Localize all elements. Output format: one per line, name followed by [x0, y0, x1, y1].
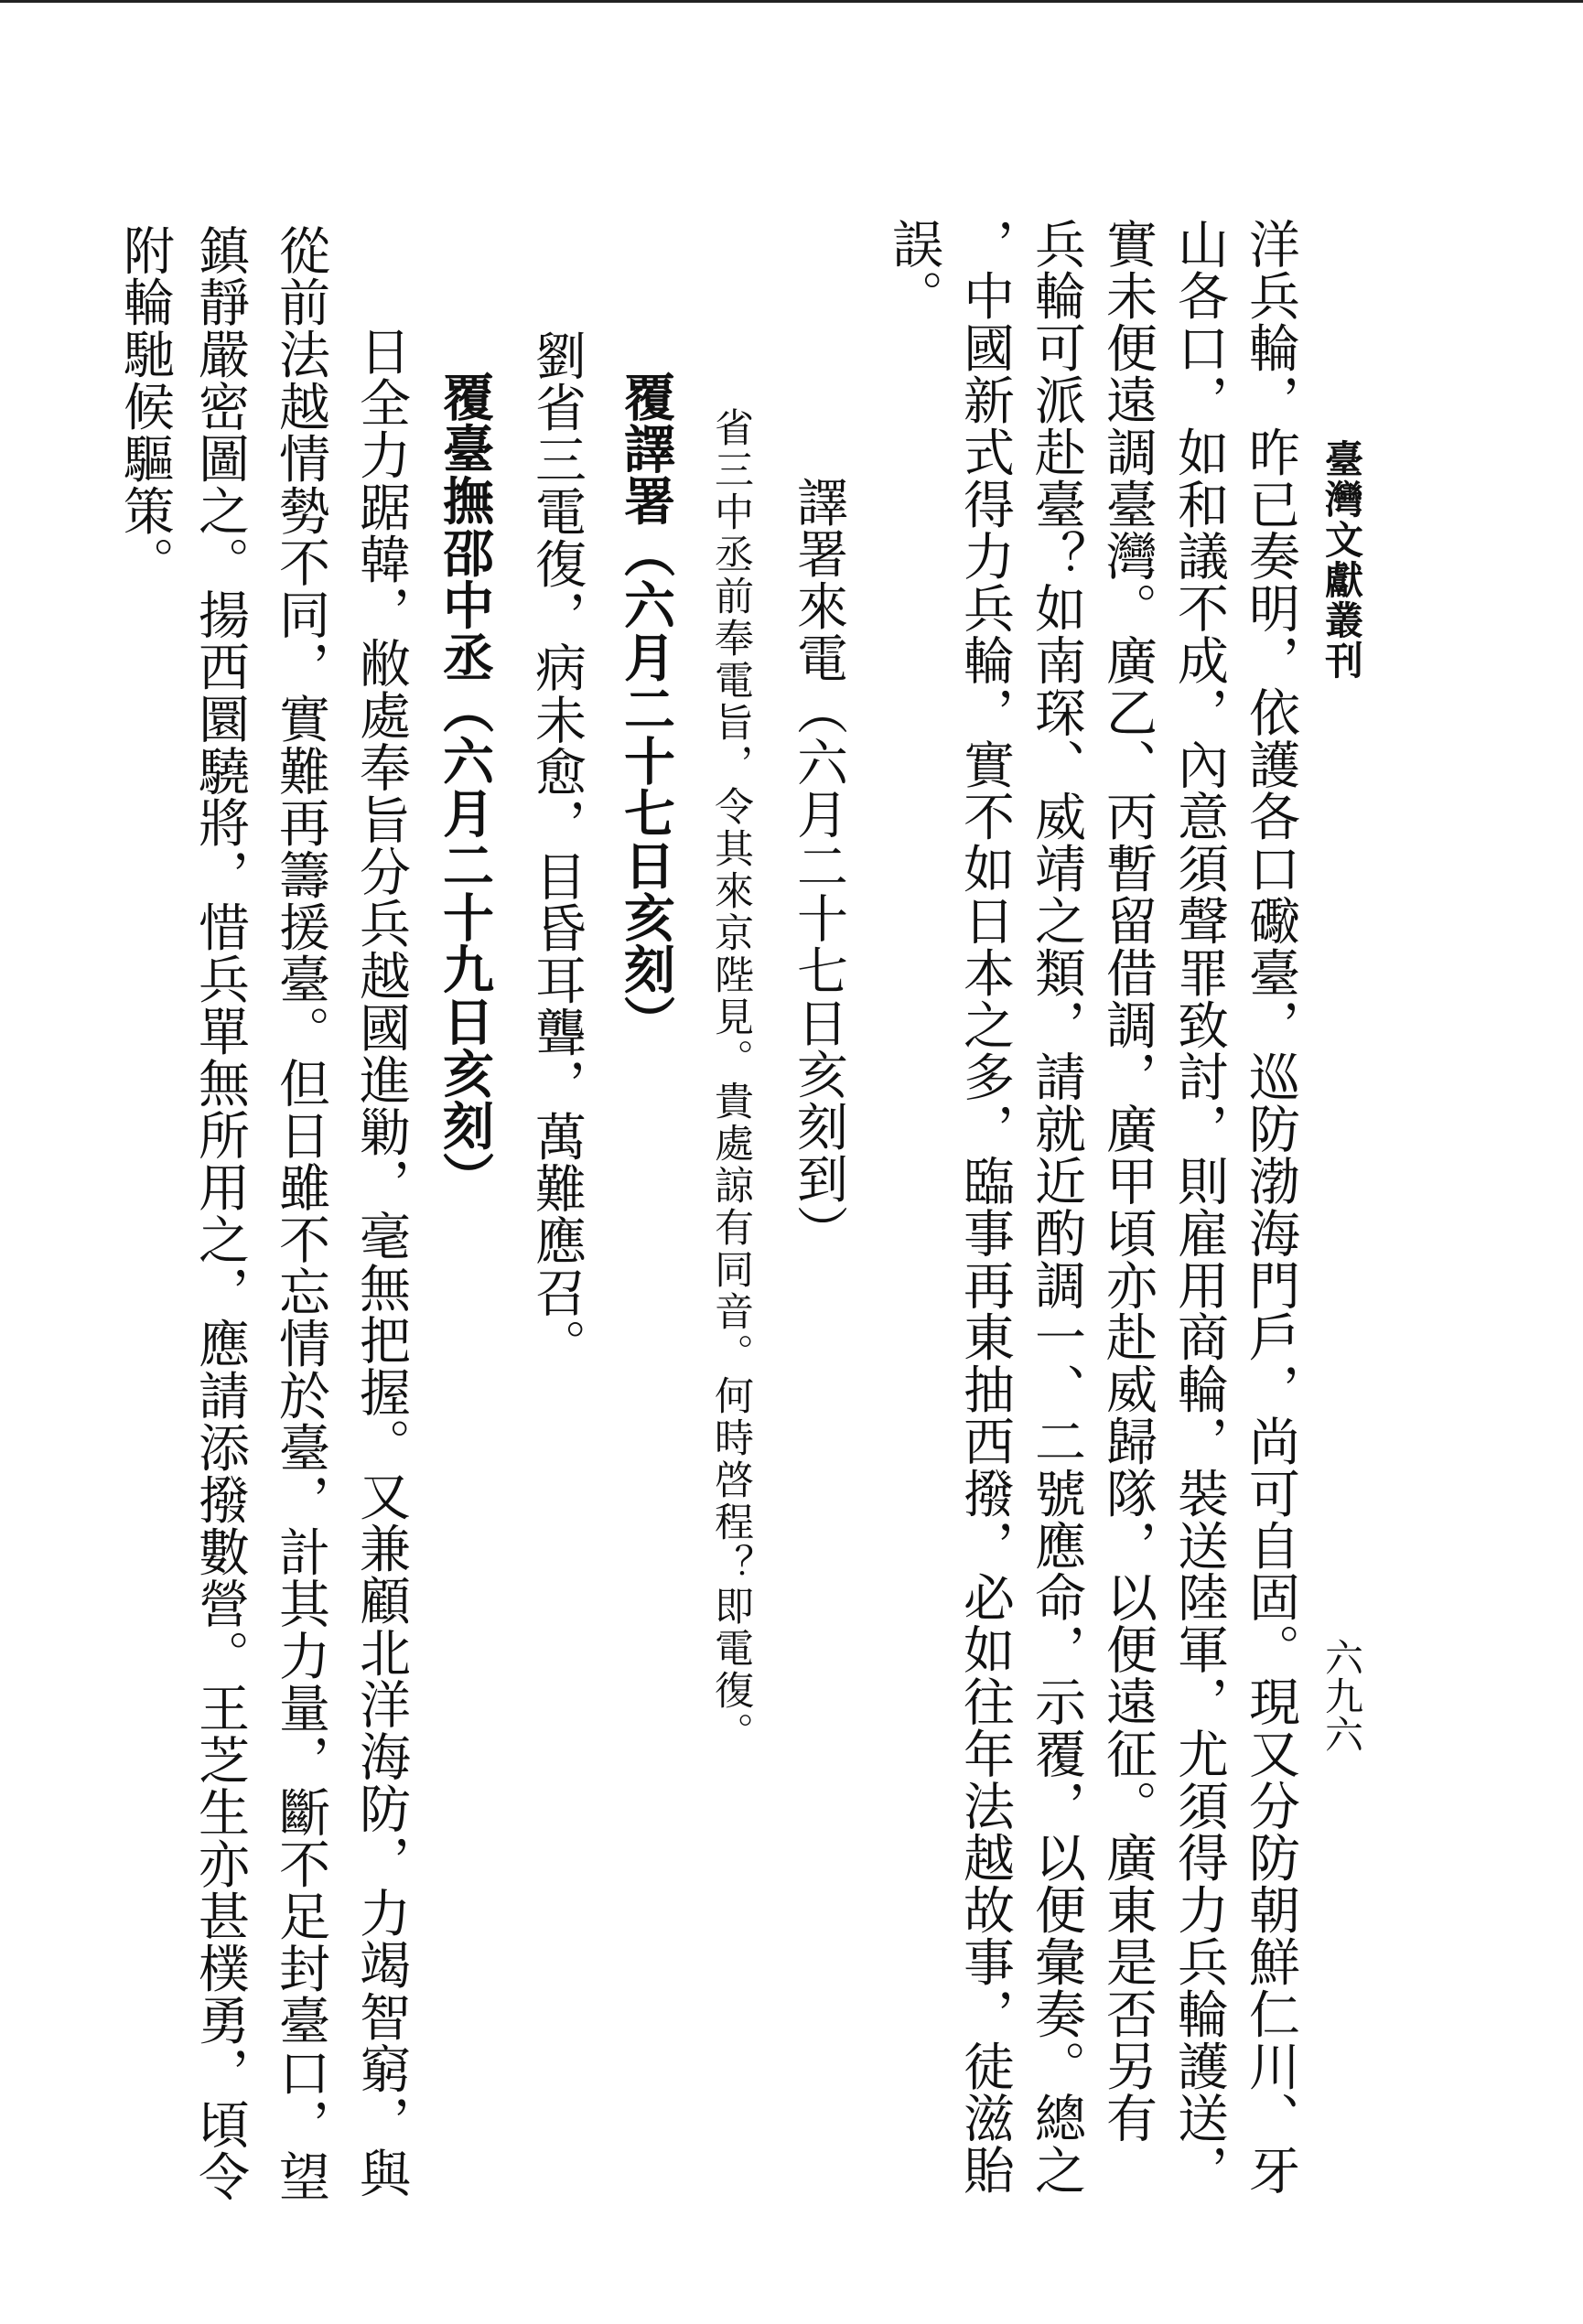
top-border-line [0, 0, 1583, 3]
text-column-body-2: 從前法越情勢不同，實難再籌援臺。但日雖不忘情於臺，計其力量，斷不足封臺口，望 [271, 224, 330, 2203]
section-heading-reply-yishu: 覆譯署（六月二十七日亥刻） [616, 371, 676, 1048]
section-heading-reply-taiwan-governor: 覆臺撫邵中丞（六月二十九日亥刻） [435, 371, 495, 1204]
telegram-note-column: 省三中丞前奉電旨，令其來京陛見。貴處諒有同音。何時啓程？即電復。 [708, 407, 754, 1754]
text-column-5: ，中國新式得力兵輪，實不如日本之多，臨事再東抽西撥，必如往年法越故事，徒滋貽 [955, 218, 1015, 2197]
page-number: 六九六 [1319, 1638, 1364, 1753]
text-column-2: 山各口，如和議不成，內意須聲罪致討，則雇用商輪，裝送陸軍，尤須得力兵輪護送， [1169, 218, 1229, 2197]
text-column-reply-liu: 劉省三電復，病未愈，目昏耳聾，萬難應召。 [527, 329, 587, 1371]
text-column-1: 洋兵輪，昨已奏明，依護各口礮臺，巡防渤海門戶，尚可自固。現又分防朝鮮仁川、牙 [1241, 218, 1300, 2197]
text-column-body-1: 日全力踞韓，敝處奉旨分兵越國進勦，毫無把握。又兼顧北洋海防，力竭智窮，與 [351, 325, 411, 2200]
running-header-title: 臺灣文獻叢刊 [1319, 439, 1364, 681]
text-column-4: 兵輪可派赴臺？如南琛、威靖之類，請就近酌調一、二號應命，示覆，以便彙奏。總之 [1027, 218, 1086, 2197]
section-heading-telegram-received: 譯署來電（六月二十七日亥刻到） [789, 476, 848, 1257]
text-column-3: 實未便遠調臺灣。廣乙、丙暫留借調，廣甲頃亦赴威歸隊，以便遠征。廣東是否另有 [1098, 218, 1158, 2145]
text-column-body-3: 鎮靜嚴密圖之。揚西圜驍將，惜兵單無所用之，應請添撥數營。王芝生亦甚樸勇，頃令 [190, 224, 250, 2203]
text-column-6: 誤。 [884, 218, 943, 322]
text-column-body-4: 附輪馳候驅策。 [115, 224, 175, 589]
